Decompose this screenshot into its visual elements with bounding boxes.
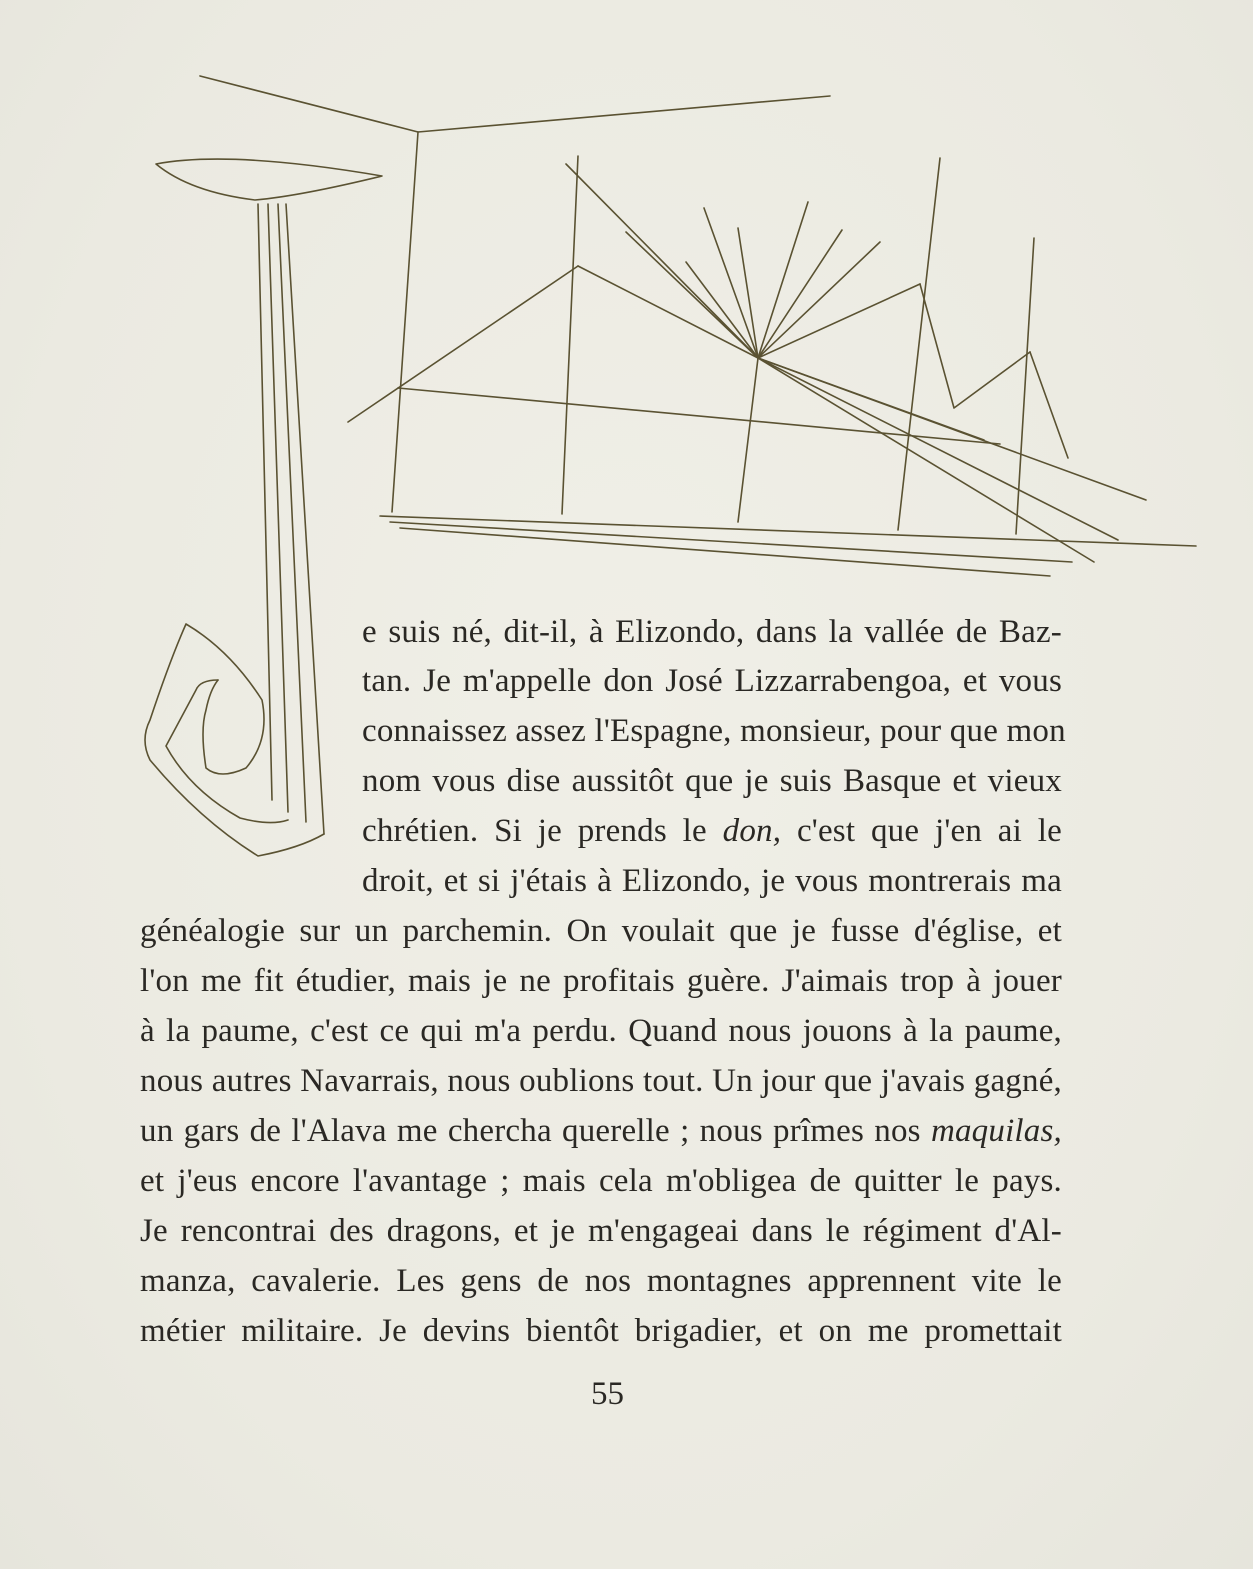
text-line-14 <box>140 1261 1062 1301</box>
text-line-7 <box>140 911 1062 951</box>
text-line-15 <box>140 1311 1062 1351</box>
ridge-left <box>348 266 578 422</box>
ray-4 <box>704 208 758 358</box>
text-line-4 <box>362 761 1062 801</box>
text-run: et j'eus encore l'avantage ; mais cela m'obligea de quitter le pays. <box>140 1163 1062 1199</box>
text-run: c'est que j'en ai le <box>781 813 1062 849</box>
text-line-6 <box>362 861 1062 901</box>
ray-12 <box>758 358 984 440</box>
text-run: droit, et si j'étais à Elizondo, je vous montrerais ma <box>362 863 1062 899</box>
j-stem-1 <box>258 204 272 800</box>
ridge-notch <box>920 284 1030 408</box>
text-line-10 <box>140 1061 1062 1101</box>
text-run: nom vous dise aussitôt que je suis Basque et vieux <box>362 763 1062 799</box>
text-run: métier militaire. Je devins bientôt brigadier, et on me promettait <box>140 1313 1062 1349</box>
frame-top-line-right <box>418 96 830 132</box>
pole-3 <box>898 158 940 530</box>
ridge-down <box>1030 352 1068 458</box>
ray-5 <box>738 228 758 358</box>
j-stem-2 <box>268 204 288 812</box>
text-line-2 <box>362 661 1062 701</box>
text-line-1 <box>362 612 1062 652</box>
text-run: l'on me fit étudier, mais je ne profitais guère. J'aimais trop à jouer <box>140 963 1062 999</box>
text-run: nous autres Navarrais, nous oublions tout. Un jour que j'avais gagné, <box>140 1063 1062 1099</box>
text-run: tan. Je m'appelle don José Lizzarrabengoa, et vous <box>362 663 1062 699</box>
text-run: connaissez assez l'Espagne, monsieur, pour que mon <box>362 713 1066 749</box>
text-line-5 <box>362 811 1062 851</box>
ground-2 <box>390 522 1072 562</box>
frame-left-vertical <box>392 132 418 512</box>
italic-word: maquilas, <box>930 1113 1062 1149</box>
text-run: à la paume, c'est ce qui m'a perdu. Quand nous jouons à la paume, <box>140 1013 1062 1049</box>
ground-1 <box>380 516 1196 546</box>
pole-2 <box>738 358 758 522</box>
page-number: 55 <box>591 1376 624 1412</box>
text-line-11 <box>140 1111 1062 1151</box>
j-top-lens <box>156 159 382 200</box>
text-run: Je rencontrai des dragons, et je m'engageai dans le régiment d'Al- <box>140 1213 1062 1249</box>
text-run: généalogie sur un parchemin. On voulait que je fusse d'église, et <box>140 913 1062 949</box>
text-line-13 <box>140 1211 1062 1251</box>
text-line-9 <box>140 1011 1062 1051</box>
text-line-12 <box>140 1161 1062 1201</box>
pole-1 <box>562 156 578 514</box>
text-run: chrétien. Si je prends le <box>362 813 723 849</box>
j-hook-outer <box>145 624 324 856</box>
ray-1 <box>566 164 758 358</box>
text-line-3 <box>362 711 1066 751</box>
text-run: manza, cavalerie. Les gens de nos montagnes apprennent vite le <box>140 1263 1062 1299</box>
text-line-8 <box>140 961 1062 1001</box>
text-run: e suis né, dit-il, à Elizondo, dans la vallée de Baz- <box>362 614 1062 650</box>
ground-3 <box>400 528 1050 576</box>
ridge-mid <box>578 266 758 358</box>
frame-top-line-left <box>200 76 418 132</box>
ray-3 <box>686 262 758 358</box>
italic-word: don, <box>722 813 782 849</box>
ray-2 <box>626 232 758 358</box>
cross-line <box>398 388 1000 444</box>
text-run: un gars de l'Alava me chercha querelle ; nous prîmes nos <box>140 1113 931 1149</box>
